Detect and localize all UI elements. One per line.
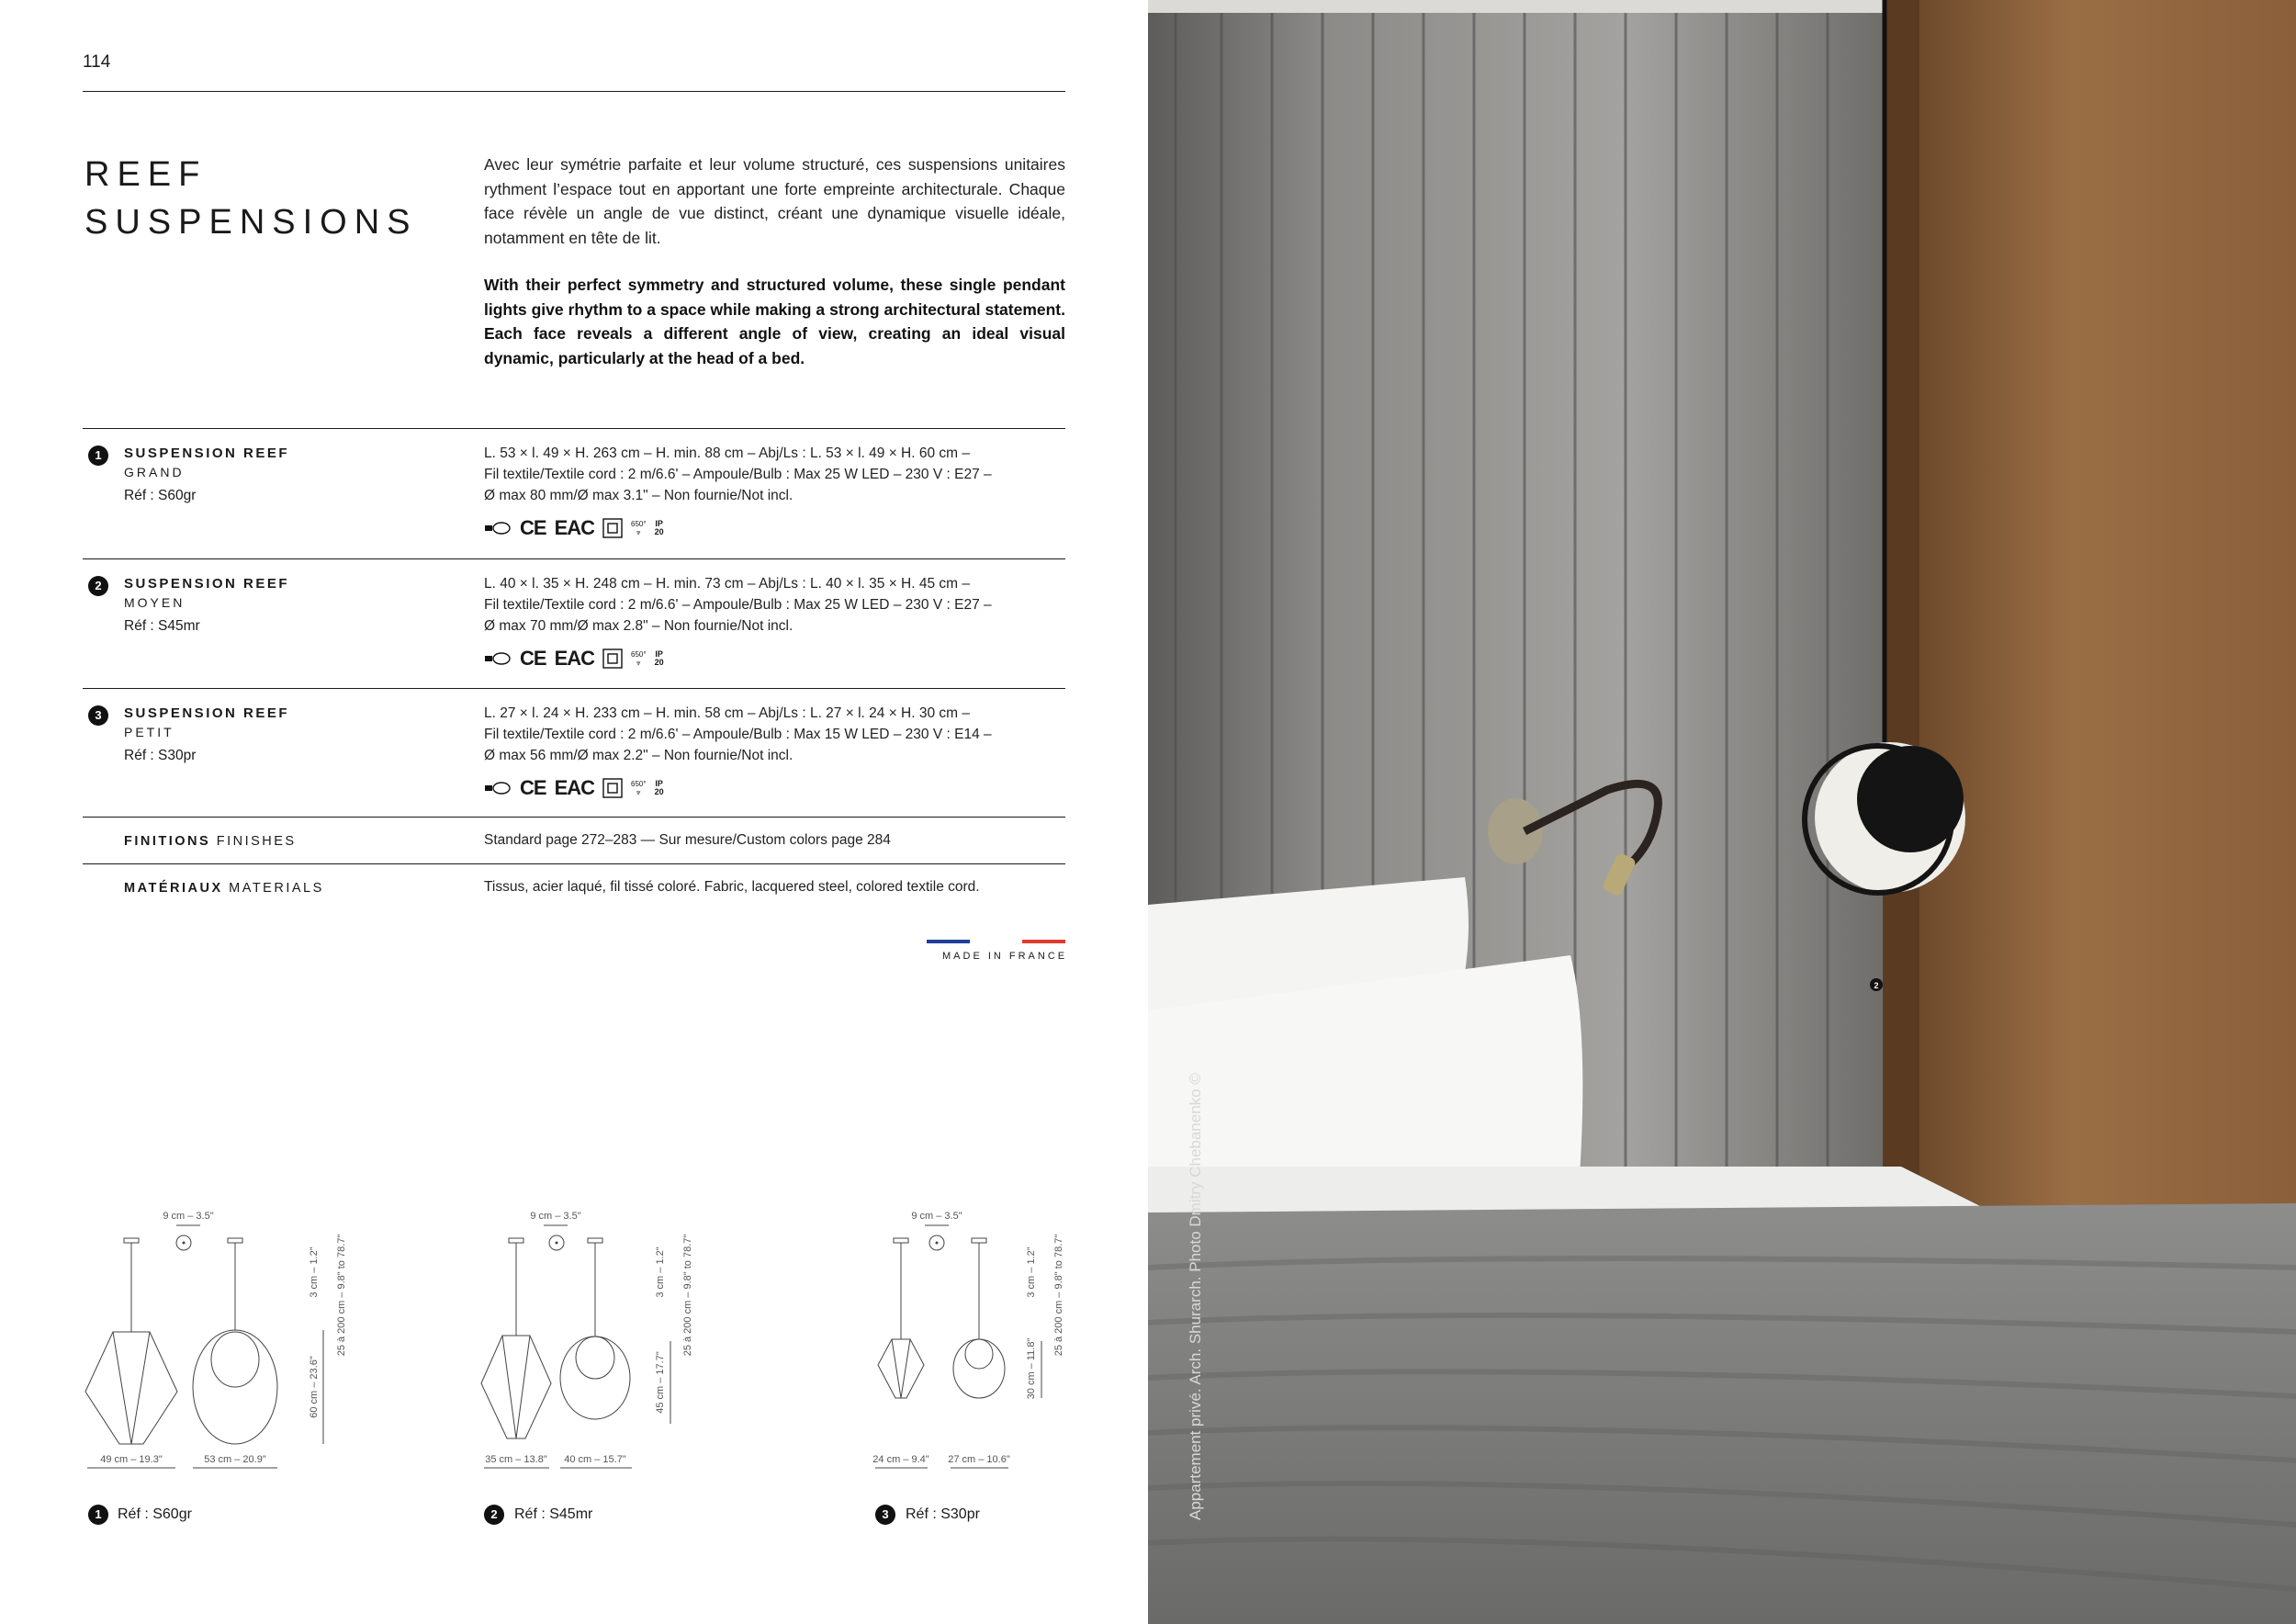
- title-line-2: SUSPENSIONS: [84, 203, 418, 242]
- photo-marker: 2: [1874, 981, 1879, 990]
- certification-icons: [484, 776, 664, 800]
- canopy-label: 9 cm – 3.5": [530, 1211, 581, 1222]
- top-dim-label: 3 cm – 1.2": [655, 1246, 666, 1298]
- top-dim-label: 3 cm – 1.2": [309, 1246, 320, 1298]
- photo-credit: Appartement privé. Arch. Shurarch. Photo Dmitry Chebanenko ©: [1187, 1073, 1204, 1520]
- product-size: MOYEN: [124, 595, 186, 610]
- spec-dimensions: L. 53 × l. 49 × H. 263 cm – H. min. 88 cm – Abj/Ls : L. 53 × l. 49 × H. 60 cm –: [484, 445, 970, 461]
- diagram-ref: Réf : S60gr: [118, 1506, 192, 1522]
- materials-value: Tissus, acier laqué, fil tissé coloré. Fabric, lacquered steel, colored textile cord.: [484, 879, 980, 895]
- product-rule-2: [83, 558, 1065, 559]
- ce-mark-icon: CE: [520, 647, 546, 670]
- product-ref: Réf : S30pr: [124, 748, 197, 763]
- diagram-number-badge: 2: [484, 1505, 504, 1525]
- flag-blue-bar: [927, 940, 970, 943]
- class-two-icon: [602, 518, 623, 538]
- finishes-rule: [83, 817, 1065, 818]
- glow-wire-icon: 650° ⩔: [631, 780, 647, 796]
- product-spec: [484, 443, 992, 506]
- canopy-label: 9 cm – 3.5": [911, 1211, 962, 1222]
- bedroom-scene-illustration: [1148, 0, 2296, 1624]
- spec-cord-bulb: Fil textile/Textile cord : 2 m/6.6' – Ampoule/Bulb : Max 25 W LED – 230 V : E27 –: [484, 467, 992, 482]
- product-spec: [484, 573, 992, 637]
- finishes-value: Standard page 272–283 — Sur mesure/Custom colors page 284: [484, 832, 891, 848]
- product-number-badge: 2: [88, 576, 108, 596]
- ip-rating-icon: IP 20: [654, 779, 664, 796]
- product-name: SUSPENSION REEF: [124, 705, 290, 721]
- title-line-1: REEF: [84, 155, 208, 194]
- eac-mark-icon: EAC: [554, 776, 595, 799]
- bulb-icon: [484, 521, 512, 536]
- product-ref: Réf : S60gr: [124, 488, 197, 503]
- glow-wire-icon: 650° ⩔: [631, 520, 647, 536]
- width-1-label: 49 cm – 19.3": [100, 1454, 163, 1465]
- product-size: GRAND: [124, 465, 185, 479]
- product-ref: Réf : S45mr: [124, 618, 200, 634]
- ce-mark-icon: CE: [520, 776, 546, 799]
- cord-length-label: 25 à 200 cm – 9.8" to 78.7": [1053, 1234, 1064, 1357]
- bulb-icon: [484, 781, 512, 795]
- height-label: 45 cm – 17.7": [655, 1351, 666, 1414]
- product-name: SUSPENSION REEF: [124, 445, 290, 461]
- page-number: 114: [83, 52, 111, 72]
- width-1-label: 24 cm – 9.4": [872, 1454, 929, 1465]
- diagram-ref: Réf : S30pr: [906, 1506, 980, 1522]
- product-number-badge: 1: [88, 445, 108, 466]
- spec-bulb-diameter: Ø max 80 mm/Ø max 3.1" – Non fournie/Not incl.: [484, 488, 793, 503]
- top-dim-label: 3 cm – 1.2": [1026, 1246, 1037, 1298]
- intro-french: Avec leur symétrie parfaite et leur volume structuré, ces suspensions unitaires rythment l’espace tout en apportant une forte empreinte architecturale. Chaque face révèle un angle de vue distinct, créant une dynamique visuelle idéale, notamment en tête de lit.: [484, 155, 1065, 247]
- certification-icons: [484, 647, 664, 671]
- spec-dimensions: L. 40 × l. 35 × H. 248 cm – H. min. 73 cm – Abj/Ls : L. 40 × l. 35 × H. 45 cm –: [484, 576, 970, 592]
- eac-mark-icon: EAC: [554, 516, 595, 539]
- diagram-ref: Réf : S45mr: [514, 1506, 593, 1522]
- bedroom-photo: [1148, 0, 2296, 1624]
- product-size: PETIT: [124, 725, 174, 739]
- height-label: 60 cm – 23.6": [309, 1356, 320, 1418]
- spec-dimensions: L. 27 × l. 24 × H. 233 cm – H. min. 58 cm – Abj/Ls : L. 27 × l. 24 × H. 30 cm –: [484, 705, 970, 721]
- width-1-label: 35 cm – 13.8": [485, 1454, 547, 1465]
- cord-length-label: 25 à 200 cm – 9.8" to 78.7": [336, 1234, 347, 1357]
- spec-bulb-diameter: Ø max 70 mm/Ø max 2.8" – Non fournie/Not incl.: [484, 618, 793, 634]
- page-title: [84, 151, 418, 246]
- width-2-label: 27 cm – 10.6": [948, 1454, 1010, 1465]
- bulb-icon: [484, 651, 512, 666]
- diagram-moyen: [468, 1203, 781, 1479]
- finishes-label: FINITIONS FINISHES: [124, 834, 297, 849]
- certification-icons: [484, 516, 664, 540]
- made-in-france: MADE IN FRANCE: [942, 951, 1068, 962]
- product-rule-3: [83, 688, 1065, 689]
- diagram-petit: [863, 1203, 1157, 1479]
- product-number-badge: 3: [88, 705, 108, 726]
- width-2-label: 53 cm – 20.9": [204, 1454, 266, 1465]
- materials-label: MATÉRIAUX MATERIALS: [124, 881, 324, 896]
- ip-rating-icon: IP 20: [654, 649, 664, 667]
- materials-rule: [83, 863, 1065, 864]
- canopy-label: 9 cm – 3.5": [163, 1211, 214, 1222]
- ce-mark-icon: CE: [520, 516, 546, 539]
- header-rule: [83, 91, 1065, 92]
- width-2-label: 40 cm – 15.7": [564, 1454, 626, 1465]
- spec-cord-bulb: Fil textile/Textile cord : 2 m/6.6' – Ampoule/Bulb : Max 15 W LED – 230 V : E14 –: [484, 727, 992, 742]
- class-two-icon: [602, 778, 623, 798]
- cord-length-label: 25 à 200 cm – 9.8" to 78.7": [682, 1234, 693, 1357]
- spec-cord-bulb: Fil textile/Textile cord : 2 m/6.6' – Ampoule/Bulb : Max 25 W LED – 230 V : E27 –: [484, 597, 992, 613]
- class-two-icon: [602, 648, 623, 669]
- glow-wire-icon: 650° ⩔: [631, 650, 647, 667]
- ip-rating-icon: IP 20: [654, 519, 664, 536]
- diagram-number-badge: 3: [875, 1505, 895, 1525]
- eac-mark-icon: EAC: [554, 647, 595, 670]
- flag-red-bar: [1022, 940, 1065, 943]
- product-spec: [484, 703, 992, 766]
- diagram-number-badge: 1: [88, 1505, 108, 1525]
- product-name: SUSPENSION REEF: [124, 576, 290, 592]
- diagram-grand: [73, 1203, 386, 1479]
- product-rule-1: [83, 428, 1065, 429]
- spec-bulb-diameter: Ø max 56 mm/Ø max 2.2" – Non fournie/Not incl.: [484, 748, 793, 763]
- intro-english: With their perfect symmetry and structured volume, these single pendant lights give rhythm to a space while making a strong architectural statement. Each face reveals a different angle of view, creating an ideal visual dynamic, particularly at the head of a bed.: [484, 276, 1065, 367]
- height-label: 30 cm – 11.8": [1026, 1337, 1037, 1400]
